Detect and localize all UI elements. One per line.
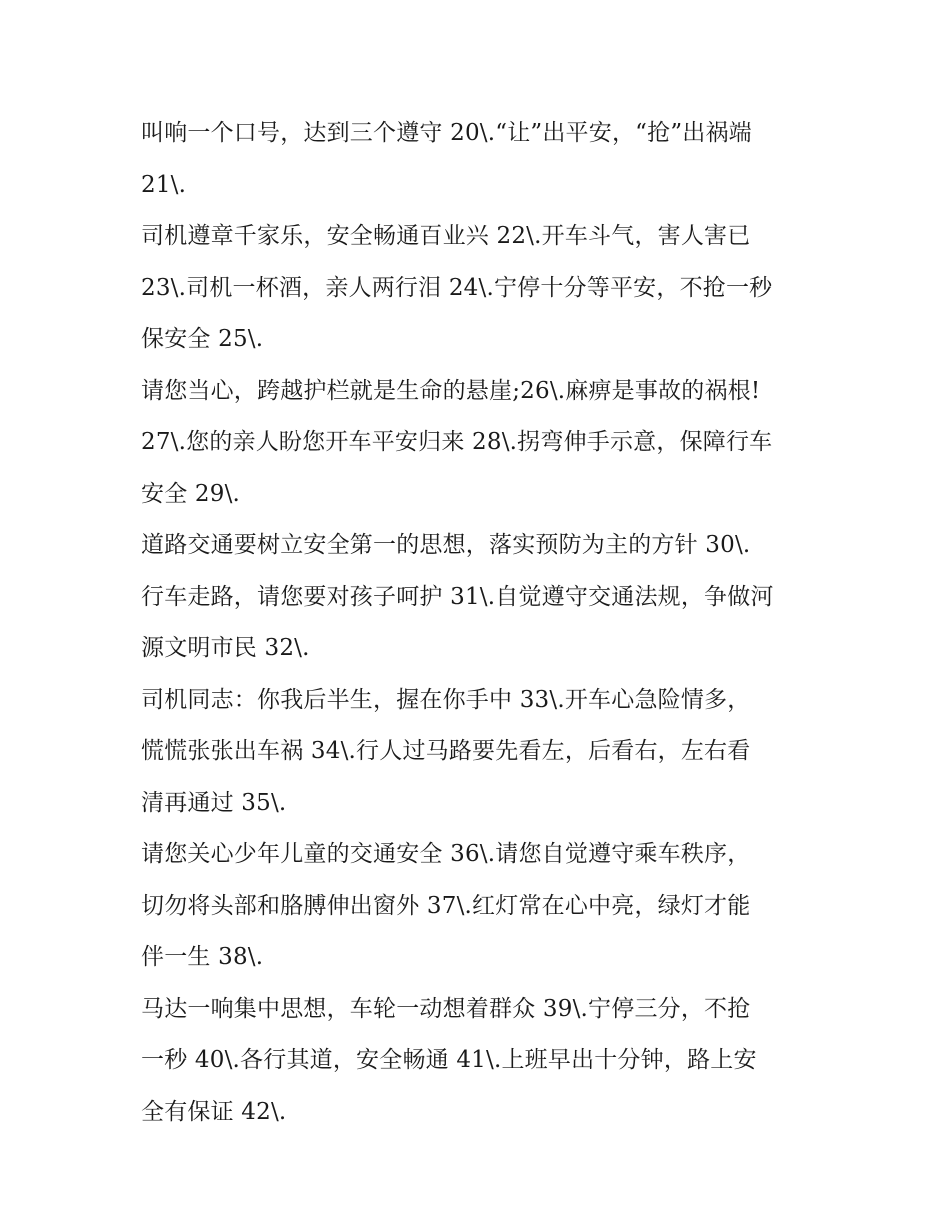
text-line: 叫响一个口号，达到三个遵守 20\.“让”出平安，“抢”出祸端	[141, 120, 752, 146]
text-line: 21\.	[141, 171, 187, 198]
text-line: 马达一响集中思想，车轮一动想着群众 39\.宁停三分，不抢	[141, 995, 751, 1022]
text-line: 保安全 25\.	[141, 326, 264, 352]
text-line: 切勿将头部和胳膊伸出窗外 37\.红灯常在心中亮，绿灯才能	[141, 892, 751, 919]
text-line: 清再通过 35\.	[141, 789, 287, 816]
text-line: 全有保证 42\.	[141, 1098, 287, 1125]
text-line: 请您关心少年儿童的交通安全 36\.请您自觉遵守乘车秩序，	[141, 841, 751, 867]
text-line: 安全 29\.	[141, 480, 241, 507]
text-line: 源文明市民 32\.	[141, 635, 310, 661]
text-line: 一秒 40\.各行其道，安全畅通 41\.上班早出十分钟，路上安	[141, 1047, 757, 1073]
text-line: 伴一生 38\.	[141, 944, 264, 970]
text-line: 请您当心，跨越护栏就是生命的悬崖;26\.麻痹是事故的祸根!	[141, 377, 761, 404]
text-line: 司机遵章千家乐，安全畅通百业兴 22\.开车斗气，害人害已	[141, 223, 751, 249]
text-line: 慌慌张张出车祸 34\.行人过马路要先看左，后看右，左右看	[141, 738, 751, 764]
document-body	[141, 108, 821, 1138]
text-line: 行车走路，请您要对孩子呵护 31\.自觉遵守交通法规，争做河	[141, 583, 774, 610]
text-line: 27\.您的亲人盼您开车平安归来 28\.拐弯伸手示意，保障行车	[141, 429, 773, 455]
text-line: 司机同志：你我后半生，握在你手中 33\.开车心急险情多，	[141, 686, 751, 713]
text-line: 道路交通要树立安全第一的思想，落实预防为主的方针 30\.	[141, 532, 751, 558]
text-line: 23\.司机一杯酒，亲人两行泪 24\.宁停十分等平安，不抢一秒	[141, 274, 773, 301]
